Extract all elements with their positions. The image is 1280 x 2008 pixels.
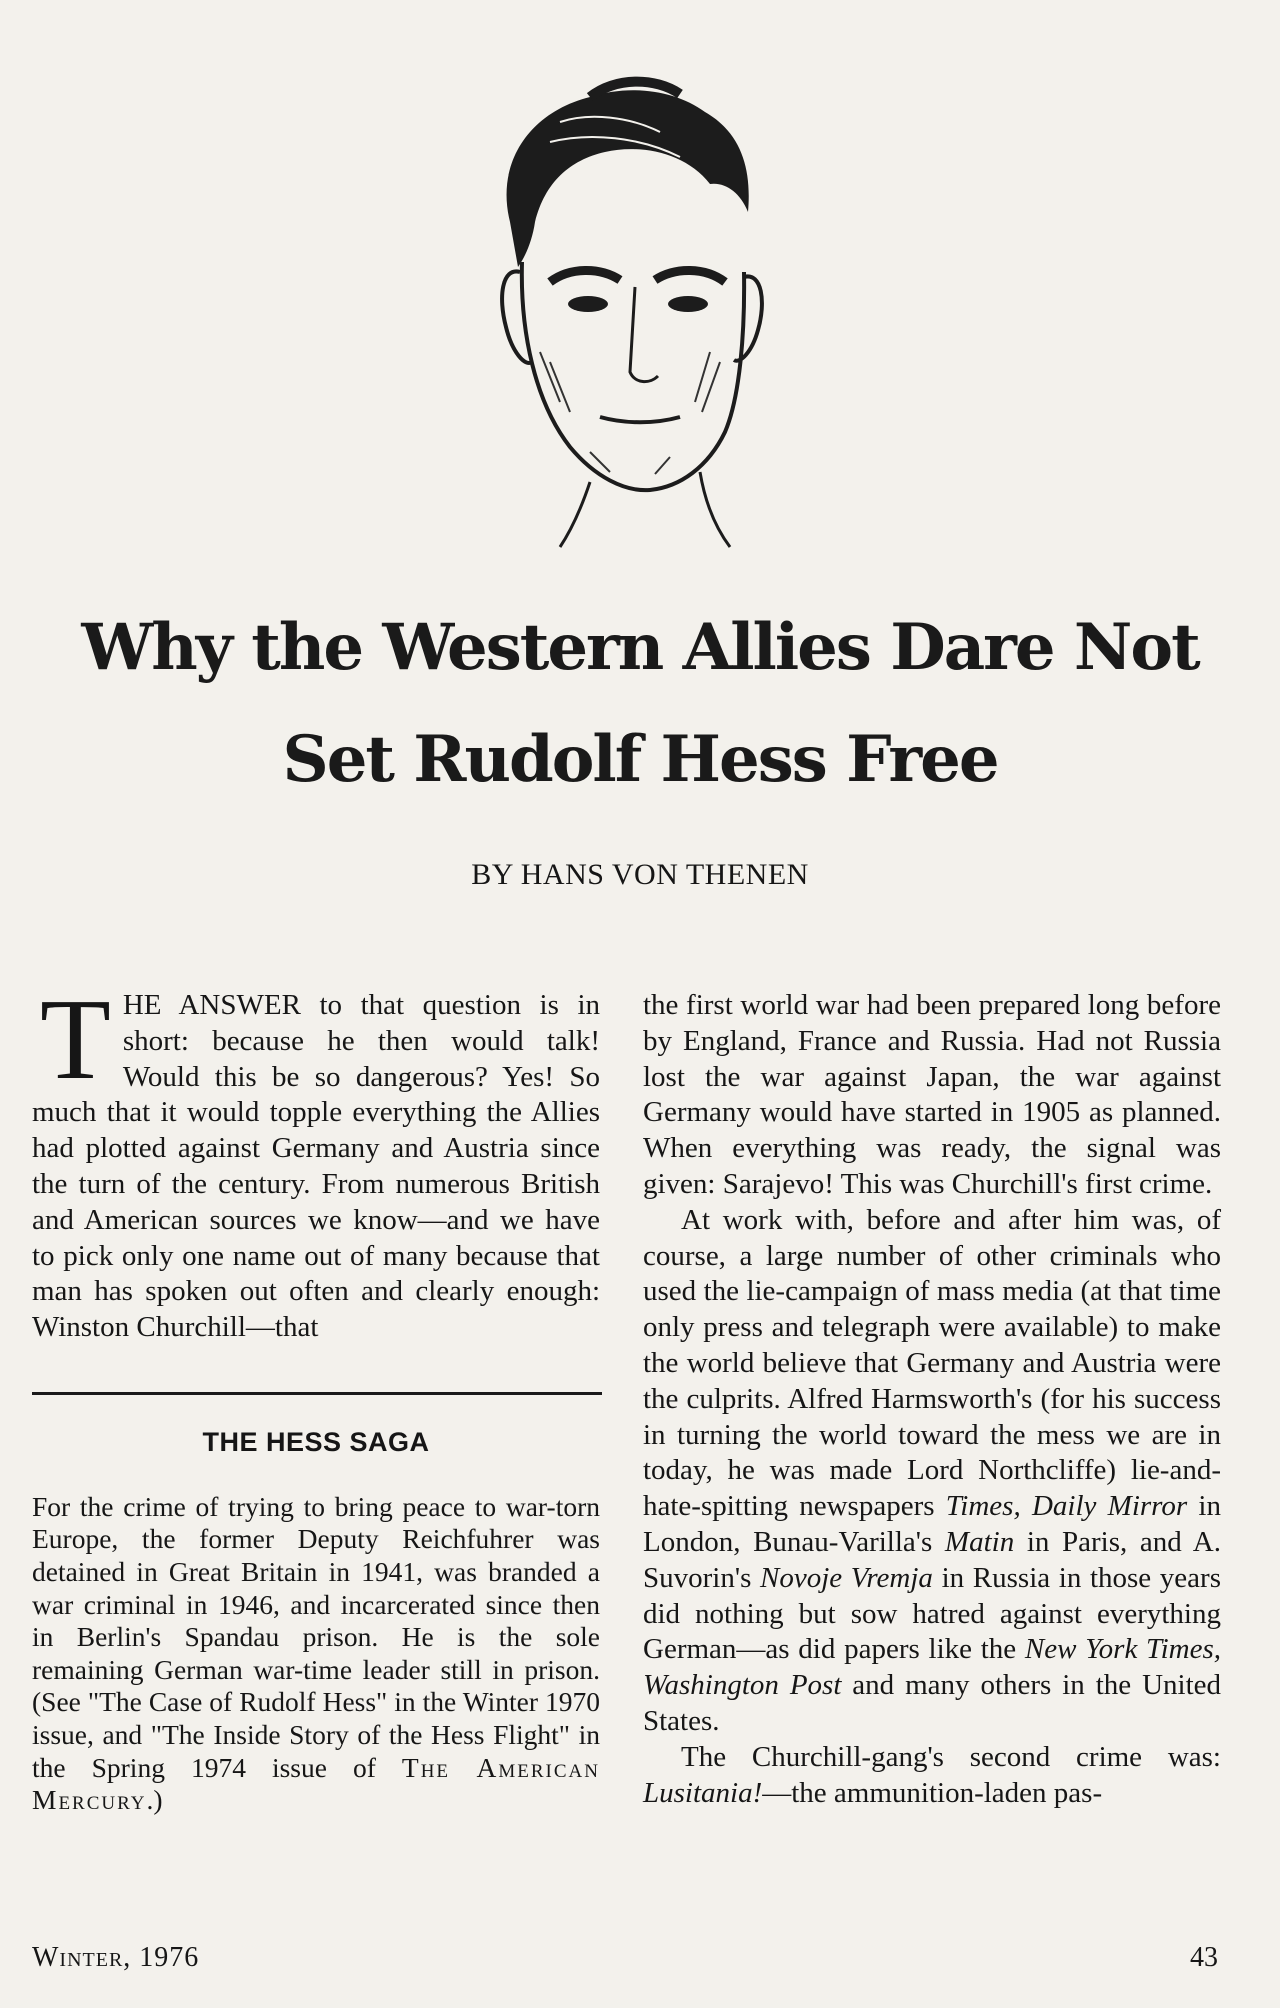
right-paragraph-1: the first world war had been prepared long before by England, France and Russia. Had not Russia lost the war against Japan, the war against Germany would have started in 1905 as planned. When everything was ready, the signal was given: Sarajevo! This was Churchill's first crime.	[643, 989, 1221, 1200]
right-paragraph-3: The Churchill-gang's second crime was: Lusitania!—the ammunition-laden pas-	[643, 1740, 1221, 1809]
byline: BY HANS VON THENEN	[471, 858, 809, 891]
left-column	[32, 976, 600, 1817]
article-title-line1: Why the Western Allies Dare Not	[81, 610, 1199, 685]
right-column	[643, 988, 1221, 1811]
page-number: 43	[1190, 1942, 1218, 1973]
drop-cap: T	[40, 976, 111, 1104]
sidebar-rule	[32, 1392, 602, 1395]
article-title-line2: Set Rudolf Hess Free	[282, 722, 998, 797]
portrait-illustration	[440, 72, 800, 552]
sidebar-heading: THE HESS SAGA	[202, 1426, 430, 1457]
footer-issue: Winter, 1976	[32, 1942, 200, 1973]
right-paragraph-2: At work with, before and after him was, of course, a large number of other criminals who used the lie-campaign of mass media (at that time only press and telegraph were available) to make the world believe that Germany and Austria were the culprits. Alfred Harmsworth's (for his success in turning the world toward the mess we are in today, he was made Lord Northcliffe) lie-and-hate-spitting newspapers Times, Daily Mirror in London, Bunau-Varilla's Matin in Paris, and A. Suvorin's Novoje Vremja in Russia in those years did nothing but sow hatred against everything German—as did papers like the New York Times, Washington Post and many others in the United States.	[643, 1203, 1221, 1737]
sidebar-text: For the crime of trying to bring peace to war-torn Europe, the former Deputy Reichfuhrer was detained in Great Britain in 1941, was branded a war criminal in 1946, and incarcerated since then in Berlin's Spandau prison. He is the sole remaining German war-time leader still in prison. (See "The Case of Rudolf Hess" in the Winter 1970 issue, and "The Inside Story of the Hess Flight" in the Spring 1974 issue of The American Mercury.)	[32, 1490, 600, 1816]
magazine-name: The American Mercury	[32, 1751, 600, 1816]
opening-paragraph: THE ANSWER to that question is in short: because he then would talk! Would this be so dangerous? Yes! So much that it would topple everything the Allies had plotted against Germany and Austria since the turn of the century. From numerous British and American sources we know—and we have to pick only one name out of many because that man has spoken out often and clearly enough: Winston Churchill—that	[32, 976, 600, 1344]
